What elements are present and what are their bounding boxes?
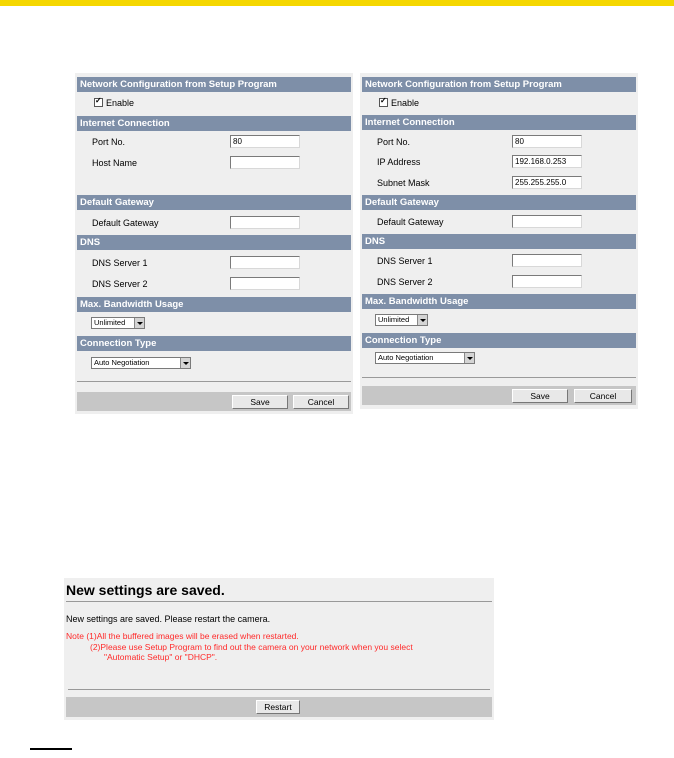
section-header-connection-type: Connection Type (362, 333, 636, 348)
bandwidth-select-value: Unlimited (378, 315, 410, 324)
cancel-button[interactable]: Cancel (293, 395, 349, 409)
save-button[interactable]: Save (232, 395, 288, 409)
restart-button[interactable]: Restart (256, 700, 300, 714)
note-line-1: Note (1)All the buffered images will be erased when restarted. (66, 631, 299, 641)
dns-server-2-label: DNS Server 2 (92, 279, 148, 289)
bandwidth-select[interactable] (375, 314, 428, 326)
ip-address-input[interactable] (512, 155, 582, 168)
section-header-bandwidth: Max. Bandwidth Usage (77, 297, 351, 312)
top-accent-bar (0, 0, 674, 6)
section-header-internet-connection: Internet Connection (77, 116, 351, 131)
note-line-3: "Automatic Setup" or "DHCP". (104, 652, 218, 662)
page-title: New settings are saved. (66, 582, 225, 598)
button-bar (362, 386, 636, 405)
port-input[interactable] (512, 135, 582, 148)
dns-server-1-label: DNS Server 1 (377, 256, 433, 266)
dns-server-1-label: DNS Server 1 (92, 258, 148, 268)
default-gateway-input[interactable] (512, 215, 582, 228)
right-settings-panel (360, 73, 638, 409)
host-name-label: Host Name (92, 158, 138, 168)
enable-checkbox[interactable] (94, 98, 103, 107)
footer-divider (68, 689, 490, 690)
section-header-bandwidth: Max. Bandwidth Usage (362, 294, 636, 309)
footnote-rule (30, 748, 72, 750)
section-header-connection-type: Connection Type (77, 336, 351, 351)
section-header-default-gateway: Default Gateway (362, 195, 636, 210)
dns-server-1-input[interactable] (512, 254, 582, 267)
default-gateway-label: Default Gateway (92, 218, 159, 228)
section-header-internet-connection: Internet Connection (362, 115, 636, 130)
title-divider (66, 601, 492, 602)
host-name-input[interactable] (230, 156, 300, 169)
divider (77, 381, 351, 382)
chevron-down-icon (464, 353, 474, 363)
note-line-2: (2)Please use Setup Program to find out the camera on your network when you select (90, 642, 413, 652)
section-header-setup-program: Network Configuration from Setup Program (77, 77, 351, 92)
chevron-down-icon (180, 358, 190, 368)
bandwidth-select[interactable] (91, 317, 145, 329)
enable-checkbox[interactable] (379, 98, 388, 107)
section-header-setup-program: Network Configuration from Setup Program (362, 77, 636, 92)
dns-server-2-input[interactable] (512, 275, 582, 288)
section-header-dns: DNS (77, 235, 351, 250)
port-input[interactable] (230, 135, 300, 148)
default-gateway-label: Default Gateway (377, 217, 444, 227)
connection-type-select[interactable] (91, 357, 191, 369)
subnet-mask-label: Subnet Mask (377, 178, 430, 188)
enable-label: Enable (106, 98, 135, 108)
chevron-down-icon (134, 318, 144, 328)
port-label: Port No. (377, 137, 411, 147)
ip-address-label: IP Address (377, 157, 421, 167)
settings-saved-panel (64, 578, 494, 720)
connection-type-select-value: Auto Negotiation (378, 353, 434, 362)
port-label: Port No. (92, 137, 126, 147)
chevron-down-icon (417, 315, 427, 325)
cancel-button[interactable]: Cancel (574, 389, 632, 403)
default-gateway-input[interactable] (230, 216, 300, 229)
left-settings-panel (75, 73, 353, 414)
bandwidth-select-value: Unlimited (94, 318, 126, 327)
connection-type-select[interactable] (375, 352, 475, 364)
dns-server-2-label: DNS Server 2 (377, 277, 433, 287)
enable-label: Enable (391, 98, 420, 108)
dns-server-1-input[interactable] (230, 256, 300, 269)
saved-message: New settings are saved. Please restart the camera. (66, 614, 271, 624)
save-button[interactable]: Save (512, 389, 568, 403)
divider (362, 377, 636, 378)
section-header-default-gateway: Default Gateway (77, 195, 351, 210)
section-header-dns: DNS (362, 234, 636, 249)
button-bar (77, 392, 351, 411)
button-bar (66, 697, 492, 717)
dns-server-2-input[interactable] (230, 277, 300, 290)
connection-type-select-value: Auto Negotiation (94, 358, 150, 367)
subnet-mask-input[interactable] (512, 176, 582, 189)
